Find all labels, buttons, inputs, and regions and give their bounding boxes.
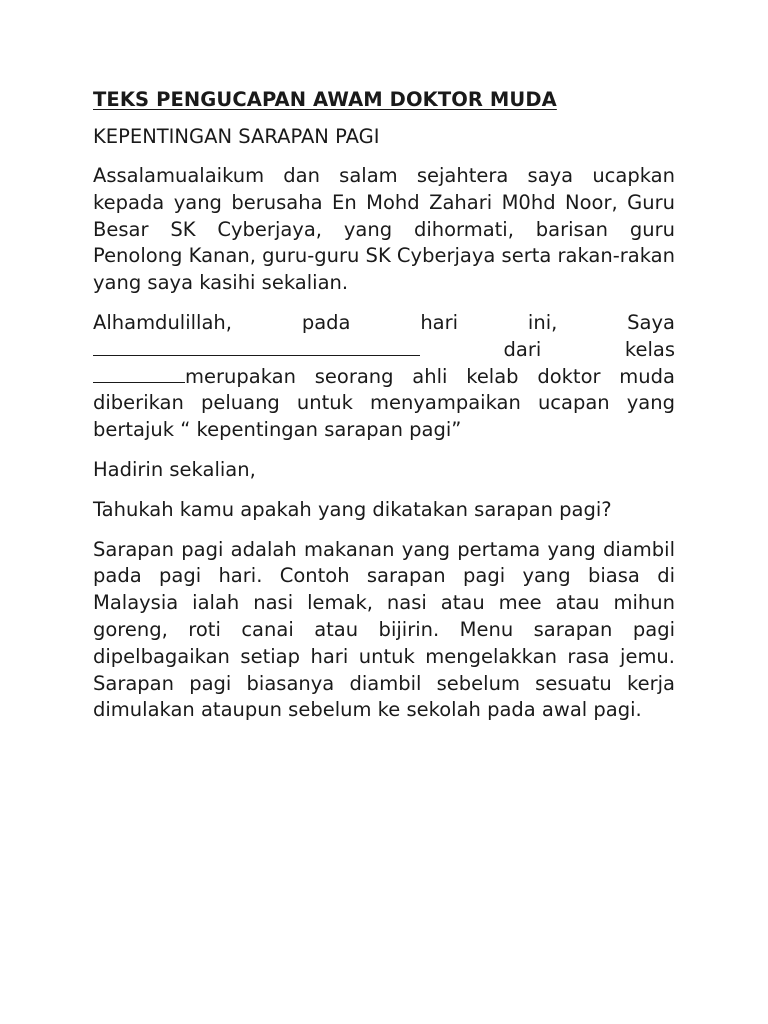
intro-word: dari: [503, 337, 542, 361]
intro-rest-text: [93, 364, 675, 444]
document-title: TEKS PENGUCAPAN AWAM DOKTOR MUDA: [93, 88, 557, 111]
body-paragraph: Sarapan pagi adalah makanan yang pertama yang diambil pada pagi hari. Contoh sarapan pagi yang biasa di Malaysia ialah nasi lemak, nasi atau mee atau mihun goreng, roti canai atau bijirin. Menu sarapan pagi dipelbagaikan setiap hari untuk mengelakkan rasa jemu. Sarapan pagi biasanya diambil sebelum sesuatu kerja dimulakan ataupun sebelum ke sekolah pada awal pagi.: [93, 537, 675, 722]
question-paragraph: Tahukah kamu apakah yang dikatakan sarapan pagi?: [93, 497, 612, 521]
name-blank-field[interactable]: [93, 337, 420, 356]
class-blank-field[interactable]: [93, 364, 185, 383]
intro-word: Alhamdulillah,: [93, 310, 232, 334]
intro-word: Saya: [627, 310, 675, 334]
intro-word: kelas: [624, 337, 675, 361]
document-page: [93, 87, 675, 737]
intro-line-2: [93, 337, 675, 364]
greeting-paragraph: Assalamualaikum dan salam sejahtera saya ucapkan kepada yang berusaha En Mohd Zahari M0hd Noor, Guru Besar SK Cyberjaya, yang dihormati, barisan guru Penolong Kanan, guru-guru SK Cyberjaya serta rakan-rakan yang saya kasihi sekalian.: [93, 164, 675, 295]
intro-rest: merupakan seorang ahli kelab doktor muda diberikan peluang untuk menyampaikan ucapan yang bertajuk “ kepentingan sarapan pagi”: [93, 364, 675, 442]
intro-word: pada: [301, 310, 351, 334]
intro-word: ini,: [527, 310, 558, 334]
intro-paragraph: [93, 310, 675, 444]
document-subtitle: KEPENTINGAN SARAPAN PAGI: [93, 125, 380, 148]
intro-word: hari: [420, 310, 459, 334]
intro-line-1: [93, 310, 675, 337]
address-line: Hadirin sekalian,: [93, 457, 256, 481]
